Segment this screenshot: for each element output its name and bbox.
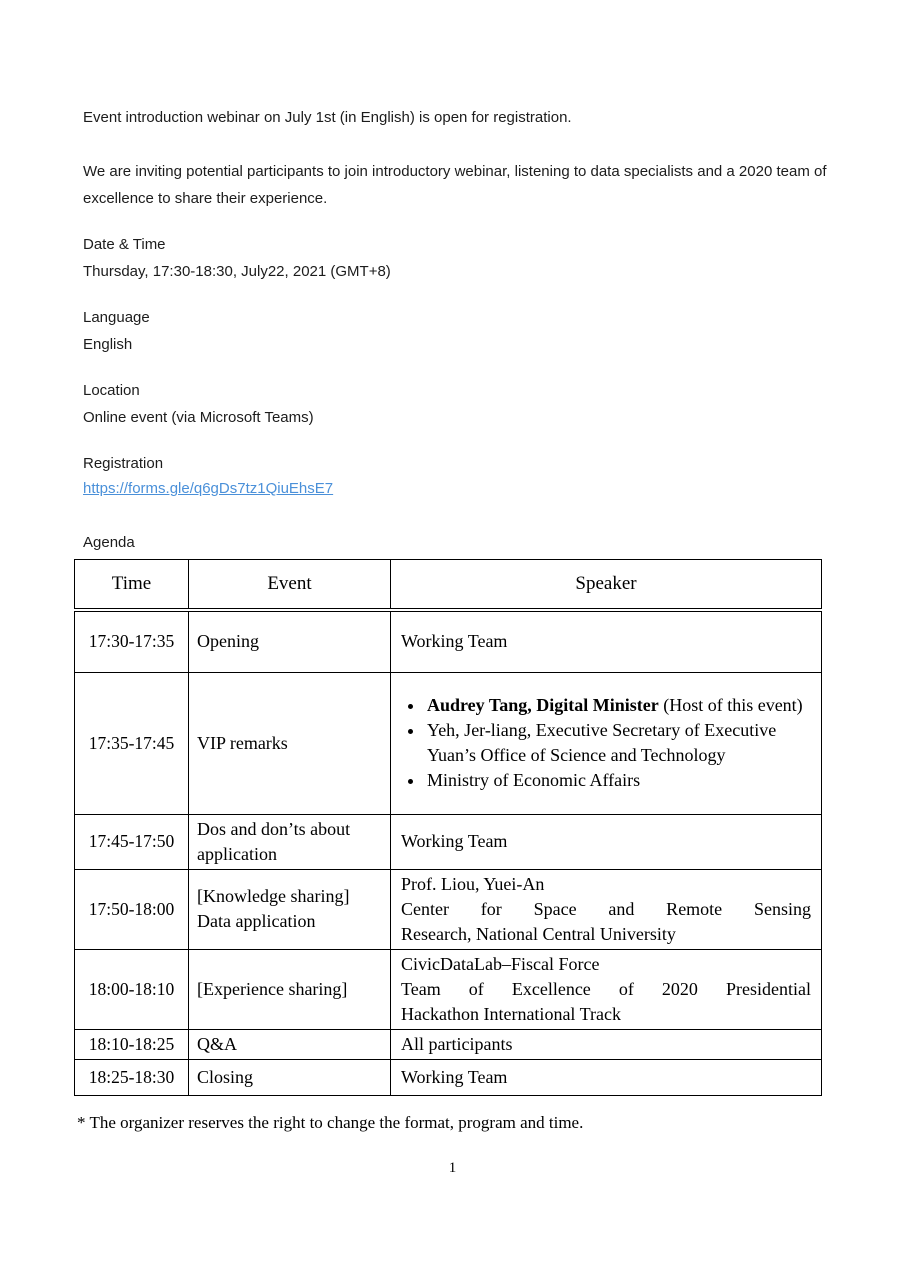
- location-group: [83, 377, 831, 431]
- speaker-line: Prof. Liou, Yuei-An: [401, 873, 545, 894]
- agenda-row: [75, 949, 822, 1029]
- agenda-time-cell: 18:00-18:10: [75, 949, 189, 1029]
- speaker-line: Team of Excellence of 2020 Presidential: [401, 978, 811, 999]
- agenda-heading: Agenda: [83, 534, 135, 551]
- date-time-label: Date & Time: [83, 236, 166, 253]
- agenda-speaker-cell: [391, 949, 822, 1029]
- registration-link[interactable]: https://forms.gle/q6gDs7tz1QiuEhsE7: [83, 480, 334, 497]
- location-label: Location: [83, 382, 140, 399]
- agenda-speaker-cell: [391, 610, 822, 672]
- agenda-header-time: Time: [75, 560, 189, 611]
- language-label: Language: [83, 309, 150, 326]
- speaker-bullet: • Audrey Tang, Digital Minister (Host of this event): [425, 693, 817, 718]
- speaker-line: Research, National Central University: [401, 923, 676, 944]
- invitation-paragraph: We are inviting potential participants to join introductory webinar, listening to data specialists and a 2020 team of excellence to share their experience.: [83, 163, 827, 207]
- agenda-event-cell: VIP remarks: [189, 672, 391, 814]
- registration-group: [83, 450, 831, 501]
- agenda-row: [75, 672, 822, 814]
- agenda-event-cell: [Knowledge sharing] Data application: [189, 869, 391, 949]
- speaker-line: All participants: [401, 1033, 513, 1054]
- agenda-row: [75, 814, 822, 869]
- language-group: [83, 304, 831, 358]
- agenda-header-event: Event: [189, 560, 391, 611]
- speaker-bullet-list: [401, 693, 817, 793]
- agenda-row: [75, 1059, 822, 1095]
- agenda-event-cell: Q&A: [189, 1029, 391, 1059]
- footnote: * The organizer reserves the right to change the format, program and time.: [77, 1112, 584, 1132]
- intro-paragraph: Event introduction webinar on July 1st (in English) is open for registration.: [83, 109, 572, 126]
- page-number: 1: [448, 1160, 457, 1176]
- agenda-time-cell: 18:25-18:30: [75, 1059, 189, 1095]
- speaker-line: Working Team: [401, 1066, 508, 1087]
- speaker-line: Working Team: [401, 831, 508, 851]
- location-value: Online event (via Microsoft Teams): [83, 409, 314, 426]
- date-time-value: Thursday, 17:30-18:30, July22, 2021 (GMT+8): [83, 263, 391, 280]
- agenda-header-row: [75, 560, 822, 611]
- speaker-bullet: • Yeh, Jer-liang, Executive Secretary of Executive Yuan’s Office of Science and Technology: [425, 718, 817, 768]
- agenda-event-cell: Opening: [189, 610, 391, 672]
- agenda-time-cell: 17:45-17:50: [75, 814, 189, 869]
- agenda-row: [75, 610, 822, 672]
- agenda-event-cell: Closing: [189, 1059, 391, 1095]
- agenda-speaker-cell: [391, 869, 822, 949]
- agenda-row: [75, 869, 822, 949]
- agenda-time-cell: 18:10-18:25: [75, 1029, 189, 1059]
- agenda-row: [75, 1029, 822, 1059]
- speaker-line: Working Team: [401, 631, 508, 652]
- agenda-time-cell: 17:50-18:00: [75, 869, 189, 949]
- speaker-line: CivicDataLab–Fiscal Force: [401, 953, 600, 974]
- document-page: [77, 104, 831, 1134]
- agenda-speaker-cell: [391, 1029, 822, 1059]
- agenda-time-cell: 17:30-17:35: [75, 610, 189, 672]
- speaker-line: Center for Space and Remote Sensing: [401, 898, 811, 919]
- agenda-speaker-cell: [391, 1059, 822, 1095]
- agenda-table-body: [75, 610, 822, 1095]
- registration-label: Registration: [83, 455, 164, 472]
- agenda-event-cell: Dos and don’ts about application: [189, 814, 391, 869]
- agenda-event-cell: [Experience sharing]: [189, 949, 391, 1029]
- language-value: English: [83, 336, 133, 353]
- speaker-line: Hackathon International Track: [401, 1003, 621, 1024]
- agenda-table: [74, 559, 822, 1096]
- agenda-time-cell: 17:35-17:45: [75, 672, 189, 814]
- date-time-group: [83, 231, 831, 285]
- agenda-header-speaker: Speaker: [391, 560, 822, 611]
- agenda-speaker-cell: [391, 814, 822, 869]
- speaker-bullet: • Ministry of Economic Affairs: [425, 768, 817, 793]
- agenda-speaker-cell: [391, 672, 822, 814]
